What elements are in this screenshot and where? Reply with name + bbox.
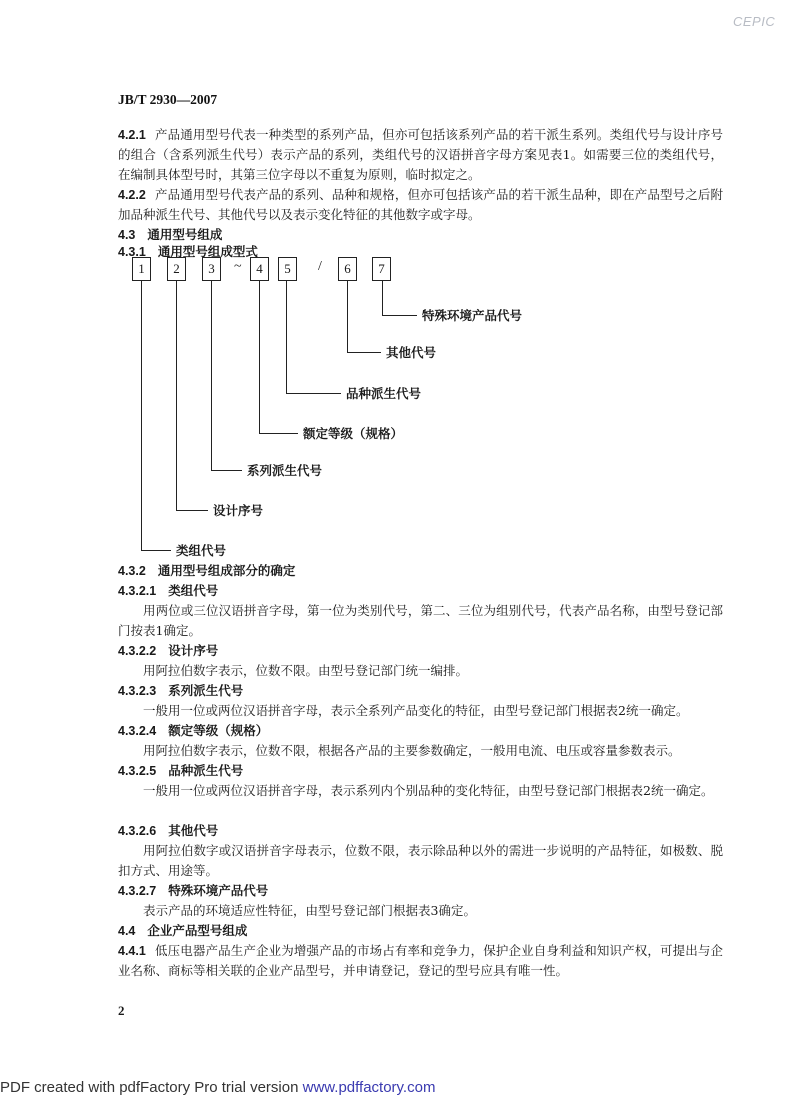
diagram-label-series-derivative-code: 系列派生代号 [247, 463, 323, 478]
diagram-box-2: 2 [167, 257, 186, 281]
paragraph-text: 产品通用型号代表一种类型的系列产品，但亦可包括该系列产品的若干派生系列。类组代号与设计序号的组合（含系列派生代号）表示产品的系列，类组代号的汉语拼音字母方案见表1。如需要三位的类组代号，在编制具体型号时，其第三位字母以不重复为原则，临时拟定之。 [118, 127, 723, 182]
diagram-box-3: 3 [202, 257, 221, 281]
diagram-separator-tilde: ~ [234, 259, 242, 274]
diagram-separator-slash: / [318, 259, 322, 274]
section-number: 4.3.2 [118, 564, 146, 578]
section-number: 4.3.2.4 [118, 724, 157, 738]
heading-title: 其他代号 [168, 823, 219, 838]
section-number: 4.3.2.1 [118, 584, 157, 598]
heading-title: 通用型号组成部分的确定 [157, 563, 296, 578]
heading-4-3-2-4 [118, 721, 268, 741]
footer-text: PDF created with pdfFactory Pro trial version [0, 1079, 303, 1096]
paragraph-4-3-2-6: 用阿拉伯数字或汉语拼音字母表示，位数不限，表示除品种以外的需进一步说明的产品特征，如极数、脱扣方式、用途等。 [118, 843, 723, 878]
section-number: 4.2.2 [118, 188, 146, 202]
heading-title: 通用型号组成型式 [157, 244, 258, 259]
heading-4-3-2-6 [118, 821, 218, 841]
connector-line-3 [211, 281, 212, 470]
heading-4-3-2-2 [118, 641, 218, 661]
paragraph-text: 低压电器产品生产企业为增强产品的市场占有率和竞争力，保护企业自身利益和知识产权，可提出与企业名称、商标等相关联的企业产品型号，并申请登记，登记的型号应具有唯一性。 [118, 943, 723, 978]
pdf-footer [0, 1079, 435, 1096]
page-number: 2 [118, 1003, 125, 1018]
section-number: 4.4.1 [118, 944, 146, 958]
paragraph-4-3-2-2: 用阿拉伯数字表示，位数不限。由型号登记部门统一编排。 [143, 663, 469, 678]
connector-line-2-h [176, 510, 208, 511]
watermark-logo: CEPIC [733, 14, 776, 29]
heading-title: 类组代号 [168, 583, 219, 598]
diagram-label-category-group-code: 类组代号 [176, 543, 227, 558]
heading-title: 特殊环境产品代号 [168, 883, 269, 898]
connector-line-5 [286, 281, 287, 393]
paragraph-4-3-2-5: 一般用一位或两位汉语拼音字母，表示系列内个别品种的变化特征，由型号登记部门根据表2统一确定。 [143, 783, 714, 798]
heading-4-3-2-3 [118, 681, 243, 701]
section-number: 4.3.2.6 [118, 824, 157, 838]
connector-line-7 [382, 281, 383, 315]
connector-line-4 [259, 281, 260, 433]
section-number: 4.3.1 [118, 245, 146, 259]
section-number: 4.2.1 [118, 128, 146, 142]
diagram-label-rating-level: 额定等级（规格） [303, 426, 404, 441]
diagram-label-variety-derivative-code: 品种派生代号 [346, 386, 422, 401]
paragraph-4-2-2 [118, 185, 723, 225]
standard-code-header: JB/T 2930—2007 [118, 92, 218, 107]
footer-link[interactable]: www.pdffactory.com [302, 1079, 436, 1096]
heading-title: 额定等级（规格） [168, 723, 269, 738]
diagram-label-special-environment-code: 特殊环境产品代号 [422, 308, 523, 323]
heading-title: 通用型号组成 [147, 227, 223, 242]
heading-4-3-2-1 [118, 581, 218, 601]
heading-title: 品种派生代号 [168, 763, 244, 778]
diagram-box-5: 5 [278, 257, 297, 281]
heading-title: 设计序号 [168, 643, 219, 658]
paragraph-4-3-2-3: 一般用一位或两位汉语拼音字母，表示全系列产品变化的特征，由型号登记部门根据表2统一确定。 [143, 703, 689, 718]
connector-line-5-h [286, 393, 341, 394]
diagram-box-6: 6 [338, 257, 357, 281]
section-number: 4.4 [118, 924, 136, 938]
paragraph-4-2-1 [118, 125, 723, 185]
heading-title: 系列派生代号 [168, 683, 244, 698]
paragraph-4-4-1 [118, 941, 723, 981]
diagram-label-design-serial-number: 设计序号 [213, 503, 264, 518]
diagram-box-4: 4 [250, 257, 269, 281]
diagram-box-7: 7 [372, 257, 391, 281]
paragraph-4-3-2-4: 用阿拉伯数字表示，位数不限，根据各产品的主要参数确定，一般用电流、电压或容量参数表示。 [143, 743, 681, 758]
connector-line-4-h [259, 433, 298, 434]
section-number: 4.3 [118, 228, 136, 242]
heading-4-3-2-5 [118, 761, 243, 781]
diagram-label-other-code: 其他代号 [386, 345, 437, 360]
connector-line-1 [141, 281, 142, 550]
heading-4-3-2 [118, 561, 295, 581]
connector-line-6 [347, 281, 348, 352]
connector-line-6-h [347, 352, 381, 353]
connector-line-1-h [141, 550, 171, 551]
section-number: 4.3.2.7 [118, 884, 157, 898]
connector-line-2 [176, 281, 177, 510]
paragraph-4-3-2-1: 用两位或三位汉语拼音字母，第一位为类别代号，第二、三位为组别代号，代表产品名称，由型号登记部门按表1确定。 [118, 603, 723, 638]
diagram-box-1: 1 [132, 257, 151, 281]
connector-line-3-h [211, 470, 242, 471]
heading-title: 企业产品型号组成 [147, 923, 248, 938]
paragraph-text: 产品通用型号代表产品的系列、品种和规格，但亦可包括该产品的若干派生品种，即在产品型号之后附加品种派生代号、其他代号以及表示变化特征的其他数字或字母。 [118, 187, 723, 222]
heading-4-4 [118, 921, 247, 941]
section-number: 4.3.2.2 [118, 644, 157, 658]
heading-4-3-2-7 [118, 881, 268, 901]
paragraph-4-3-2-7: 表示产品的环境适应性特征，由型号登记部门根据表3确定。 [143, 903, 476, 918]
section-number: 4.3.2.5 [118, 764, 157, 778]
connector-line-7-h [382, 315, 417, 316]
section-number: 4.3.2.3 [118, 684, 157, 698]
